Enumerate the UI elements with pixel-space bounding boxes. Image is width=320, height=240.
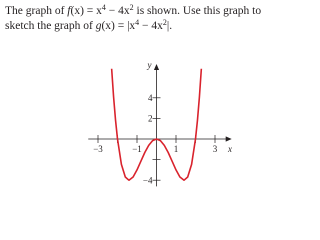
g-definition-prefix: (x) = |x (101, 20, 136, 32)
f-exponent-2: 2 (129, 3, 134, 12)
problem-intro: The graph of (5, 5, 65, 17)
y-axis-arrow (154, 64, 159, 70)
x-axis-label: x (228, 144, 232, 154)
x-axis-arrow (226, 136, 232, 141)
y-tick-label: 2 (148, 113, 153, 124)
f-definition-prefix: (x) = x (70, 5, 102, 17)
f-definition-mid: − 4x (105, 5, 130, 17)
x-tick-label: −3 (93, 144, 103, 154)
problem-shown-text: is shown. Use this graph to (133, 5, 262, 17)
problem-line-2: sketch the graph of (5, 20, 93, 32)
tick-labels (93, 60, 232, 185)
function-name-g: g (95, 20, 102, 32)
g-definition-suffix: |. (166, 20, 173, 32)
function-name-f: f (67, 5, 71, 17)
axes (88, 64, 231, 186)
g-exponent-2: 2 (162, 18, 167, 27)
x-tick-label: −1 (132, 144, 142, 154)
x-tick-label: 1 (173, 144, 179, 154)
y-tick-label: 4 (148, 93, 153, 103)
x-tick-label: 3 (212, 144, 218, 154)
g-exponent-4: 4 (135, 18, 140, 27)
g-definition-mid: − 4x (139, 20, 163, 32)
y-axis-label: y (147, 59, 152, 70)
f-exponent-4: 4 (101, 3, 106, 12)
y-tick-label: −4 (142, 175, 153, 186)
